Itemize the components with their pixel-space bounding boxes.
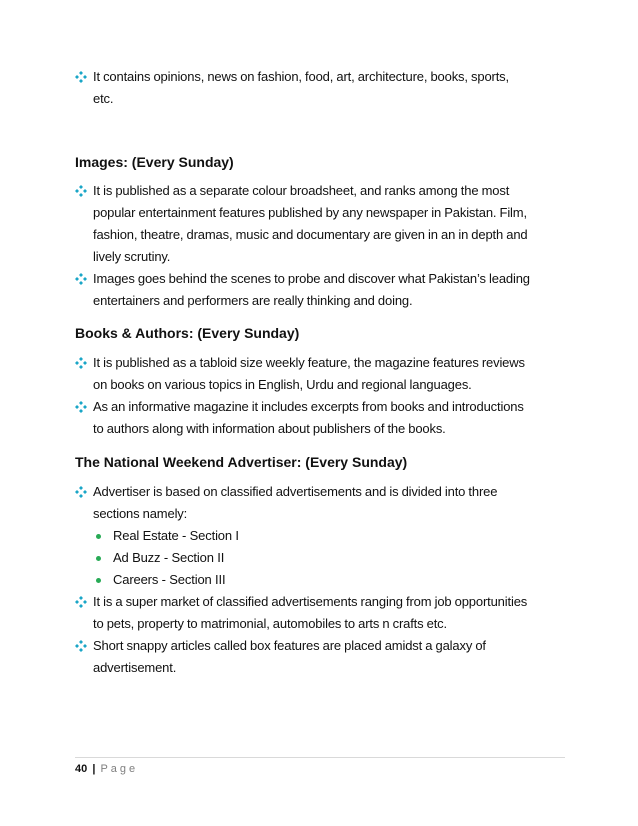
- advertiser-bullet-1: [75, 481, 575, 525]
- bullet-line: Short snappy articles called box features are placed amidst a galaxy of: [93, 638, 486, 653]
- sections-list: [75, 525, 575, 591]
- images-heading: Images: (Every Sunday): [75, 154, 234, 170]
- bullet-line: advertisement.: [93, 660, 177, 675]
- bullet-line: Advertiser is based on classified advertisements and is divided into three: [93, 484, 498, 499]
- round-dot-icon: [96, 556, 101, 561]
- bullet-line: lively scrutiny.: [93, 249, 171, 264]
- bullet-line: on books on various topics in English, Urdu and regional languages.: [93, 377, 472, 392]
- four-diamond-bullet-icon: [75, 401, 87, 413]
- bullet-line: As an informative magazine it includes excerpts from books and introductions: [93, 399, 524, 414]
- bullet-line: sections namely:: [93, 506, 188, 521]
- advertiser-bullet-3: [75, 635, 575, 679]
- footer-divider: [75, 757, 565, 758]
- bullet-line: It is published as a tabloid size weekly feature, the magazine features reviews: [93, 355, 525, 370]
- four-diamond-bullet-icon: [75, 273, 87, 285]
- bullet-line: Images goes behind the scenes to probe and discover what Pakistan’s leading: [93, 271, 530, 286]
- four-diamond-bullet-icon: [75, 71, 87, 83]
- list-item: Real Estate - Section I: [75, 525, 575, 547]
- four-diamond-bullet-icon: [75, 185, 87, 197]
- bullet-line: fashion, theatre, dramas, music and documentary are given in an in depth and: [93, 227, 528, 242]
- four-diamond-bullet-icon: [75, 486, 87, 498]
- four-diamond-bullet-icon: [75, 357, 87, 369]
- bullet-line: etc.: [93, 91, 114, 106]
- advertiser-bullet-2: [75, 591, 575, 635]
- page-number: 40: [75, 763, 88, 775]
- bullet-line: to authors along with information about publishers of the books.: [93, 421, 446, 436]
- books-bullet-1: [75, 352, 575, 396]
- bullet-line: entertainers and performers are really thinking and doing.: [93, 293, 413, 308]
- advertiser-heading: The National Weekend Advertiser: (Every Sunday): [75, 454, 408, 470]
- bullet-line: It is published as a separate colour broadsheet, and ranks among the most: [93, 183, 510, 198]
- four-diamond-bullet-icon: [75, 640, 87, 652]
- list-item: Ad Buzz - Section II: [75, 547, 575, 569]
- round-dot-icon: [96, 578, 101, 583]
- page-footer: [75, 762, 138, 776]
- images-bullet-1: [75, 180, 575, 268]
- books-bullet-2: [75, 396, 575, 440]
- books-heading: Books & Authors: (Every Sunday): [75, 325, 300, 341]
- footer-separator: |: [92, 763, 96, 775]
- four-diamond-bullet-icon: [75, 596, 87, 608]
- bullet-line: to pets, property to matrimonial, automobiles to arts n crafts etc.: [93, 616, 447, 631]
- round-dot-icon: [96, 534, 101, 539]
- bullet-line: popular entertainment features published by any newspaper in Pakistan. Film,: [93, 205, 527, 220]
- intro-bullet: [75, 66, 575, 110]
- bullet-line: It is a super market of classified advertisements ranging from job opportunities: [93, 594, 528, 609]
- page-content: [75, 66, 575, 679]
- images-bullet-2: [75, 268, 575, 312]
- list-item: Careers - Section III: [75, 569, 575, 591]
- bullet-line: It contains opinions, news on fashion, food, art, architecture, books, sports,: [93, 69, 509, 84]
- page-label: Page: [100, 763, 139, 775]
